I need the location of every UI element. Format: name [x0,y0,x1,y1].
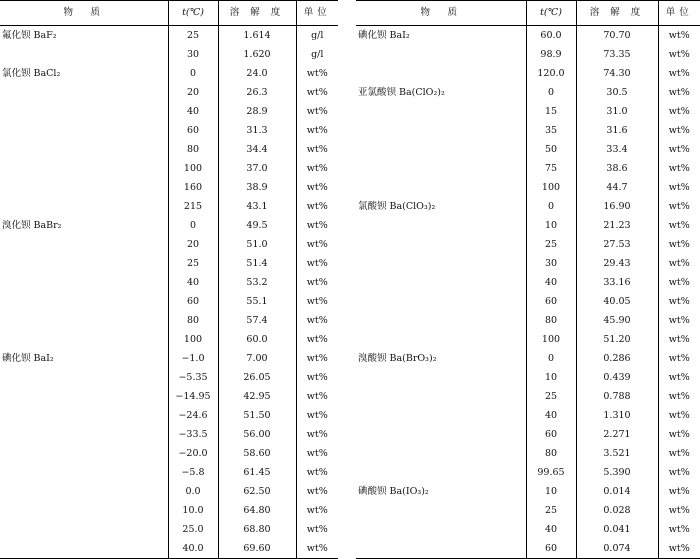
unit-cell: wt% [296,102,338,121]
substance-cell [0,292,168,311]
solubility-cell: 40.05 [576,292,658,311]
solubility-cell: 0.286 [576,349,658,368]
solubility-cell: 51.4 [218,254,296,273]
unit-cell: wt% [658,425,700,444]
substance-cell [0,425,168,444]
substance-cell [356,520,526,539]
temperature-cell: 120.0 [526,64,576,83]
solubility-cell: 31.3 [218,121,296,140]
unit-cell: wt% [658,368,700,387]
solubility-cell: 27.53 [576,235,658,254]
unit-cell: wt% [296,121,338,140]
substance-cell [356,121,526,140]
table-row [356,387,700,406]
unit-cell: wt% [296,463,338,482]
solubility-cell: 33.4 [576,140,658,159]
substance-cell [0,444,168,463]
solubility-cell: 24.0 [218,64,296,83]
solubility-cell: 53.2 [218,273,296,292]
temperature-cell: 25 [526,235,576,254]
table-row [356,501,700,520]
temperature-cell: 60 [168,121,218,140]
solubility-cell: 70.70 [576,26,658,46]
substance-cell [0,482,168,501]
substance-cell [0,83,168,102]
substance-cell [0,539,168,559]
unit-cell: wt% [296,501,338,520]
solubility-cell: 55.1 [218,292,296,311]
substance-cell [356,330,526,349]
substance-cell [356,64,526,83]
table-row [0,349,338,368]
table-row [0,216,338,235]
table-row [356,311,700,330]
unit-cell: wt% [658,140,700,159]
unit-cell: wt% [658,292,700,311]
solubility-cell: 29.43 [576,254,658,273]
substance-cell: 氯酸钡 Ba(ClO₃)₂ [358,201,436,212]
solubility-cell: 28.9 [218,102,296,121]
table-row [0,273,338,292]
unit-cell: wt% [296,64,338,83]
header-unit: 单位 [296,1,338,26]
temperature-cell: 20 [168,83,218,102]
table-row [0,539,338,559]
temperature-cell: 98.9 [526,45,576,64]
table-row [356,539,700,559]
substance-cell [356,387,526,406]
solubility-cell: 26.05 [218,368,296,387]
substance-cell [0,406,168,425]
solubility-cell: 34.4 [218,140,296,159]
substance-cell: 碘酸钡 Ba(IO₃)₂ [358,486,429,497]
solubility-cell: 16.90 [576,197,658,216]
unit-cell: wt% [658,273,700,292]
substance-cell [356,311,526,330]
unit-cell: wt% [658,539,700,559]
substance-cell: 溴酸钡 Ba(BrO₃)₂ [358,353,437,364]
temperature-cell: 100 [168,330,218,349]
temperature-cell: 0 [168,216,218,235]
table-row [0,425,338,444]
temperature-cell: −5.8 [168,463,218,482]
solubility-cell: 73.35 [576,45,658,64]
substance-cell [356,425,526,444]
solubility-cell: 37.0 [218,159,296,178]
table-row [356,197,700,216]
temperature-cell: 40 [526,406,576,425]
substance-cell [356,235,526,254]
temperature-cell: 40 [168,273,218,292]
unit-cell: wt% [296,368,338,387]
table-row [356,26,700,46]
table-row [356,102,700,121]
solubility-cell: 30.5 [576,83,658,102]
unit-cell: wt% [296,406,338,425]
unit-cell: wt% [658,444,700,463]
temperature-cell: 10 [526,216,576,235]
table-row [356,425,700,444]
solubility-cell: 33.16 [576,273,658,292]
temperature-cell: 25 [526,501,576,520]
table-row [0,102,338,121]
solubility-cell: 56.00 [218,425,296,444]
substance-cell: 亚氯酸钡 Ba(ClO₂)₂ [358,87,445,98]
solubility-cell: 38.9 [218,178,296,197]
unit-cell: wt% [658,349,700,368]
table-row [356,273,700,292]
temperature-cell: 60 [526,425,576,444]
table-row [0,520,338,539]
solubility-cell: 57.4 [218,311,296,330]
unit-cell: wt% [296,425,338,444]
solubility-cell: 45.90 [576,311,658,330]
temperature-cell: 80 [168,311,218,330]
header-solubility: 溶 解 度 [576,1,658,26]
temperature-cell: 40 [526,520,576,539]
substance-cell [0,140,168,159]
table-row [0,235,338,254]
table-row [0,45,338,64]
substance-cell [0,520,168,539]
substance-cell [356,463,526,482]
unit-cell: wt% [658,311,700,330]
table-row [0,292,338,311]
unit-cell: wt% [296,539,338,559]
table-row [356,463,700,482]
substance-cell [0,178,168,197]
substance-cell [0,45,168,64]
solubility-cell: 26.3 [218,83,296,102]
temperature-cell: 215 [168,197,218,216]
substance-cell [356,159,526,178]
temperature-cell: −14.95 [168,387,218,406]
temperature-cell: 20 [168,235,218,254]
substance-cell [0,387,168,406]
table-row [0,197,338,216]
temperature-cell: 0 [526,197,576,216]
substance-cell: 碘化钡 BaI₂ [2,353,54,364]
substance-cell [356,254,526,273]
solubility-cell: 42.95 [218,387,296,406]
table-row [356,235,700,254]
substance-cell [356,216,526,235]
unit-cell: wt% [658,482,700,501]
unit-cell: wt% [658,216,700,235]
temperature-cell: 80 [526,311,576,330]
table-row [356,254,700,273]
table-row [356,121,700,140]
unit-cell: wt% [296,159,338,178]
solubility-cell: 51.50 [218,406,296,425]
unit-cell: wt% [658,178,700,197]
solubility-cell: 21.23 [576,216,658,235]
temperature-cell: 75 [526,159,576,178]
solubility-cell: 0.788 [576,387,658,406]
substance-cell [0,368,168,387]
unit-cell: wt% [658,121,700,140]
substance-cell [0,197,168,216]
temperature-cell: 40 [168,102,218,121]
table-header-row [0,1,338,26]
temperature-cell: 40 [526,273,576,292]
substance-cell [0,311,168,330]
table-row [356,349,700,368]
unit-cell: wt% [296,349,338,368]
temperature-cell: 160 [168,178,218,197]
unit-cell: wt% [658,159,700,178]
unit-cell: wt% [296,273,338,292]
solubility-cell: 44.7 [576,178,658,197]
temperature-cell: 80 [526,444,576,463]
unit-cell: wt% [296,311,338,330]
temperature-cell: 100 [526,178,576,197]
unit-cell: wt% [658,83,700,102]
substance-cell [356,178,526,197]
unit-cell: wt% [296,444,338,463]
solubility-cell: 7.00 [218,349,296,368]
substance-cell [0,501,168,520]
solubility-cell: 0.028 [576,501,658,520]
unit-cell: wt% [296,178,338,197]
table-row [0,463,338,482]
header-substance: 物 质 [0,1,168,26]
unit-cell: wt% [658,520,700,539]
substance-cell [356,539,526,559]
temperature-cell: 100 [168,159,218,178]
unit-cell: wt% [658,330,700,349]
solubility-cell: 68.80 [218,520,296,539]
unit-cell: wt% [296,254,338,273]
substance-cell [356,140,526,159]
table-row [0,311,338,330]
table-row [356,406,700,425]
temperature-cell: 60 [526,292,576,311]
temperature-cell: 15 [526,102,576,121]
solubility-cell: 1.310 [576,406,658,425]
solubility-cell: 61.45 [218,463,296,482]
unit-cell: wt% [658,45,700,64]
unit-cell: wt% [296,197,338,216]
temperature-cell: 60 [168,292,218,311]
substance-cell: 碘化钡 BaI₂ [358,30,410,41]
solubility-table-left [0,0,338,559]
substance-cell: 氟化钡 BaF₂ [2,30,57,41]
table-row [356,292,700,311]
substance-cell [0,273,168,292]
header-substance: 物 质 [356,1,526,26]
solubility-cell: 62.50 [218,482,296,501]
unit-cell: wt% [296,520,338,539]
substance-cell [0,330,168,349]
unit-cell: wt% [658,197,700,216]
solubility-table-right [356,0,700,559]
temperature-cell: −1.0 [168,349,218,368]
unit-cell: wt% [296,482,338,501]
temperature-cell: 0 [168,64,218,83]
temperature-cell: 0 [526,349,576,368]
temperature-cell: 25.0 [168,520,218,539]
table-row [0,501,338,520]
unit-cell: wt% [658,64,700,83]
solubility-cell: 64.80 [218,501,296,520]
table-row [356,444,700,463]
solubility-cell: 58.60 [218,444,296,463]
table-row [356,159,700,178]
temperature-cell: 10 [526,368,576,387]
unit-cell: wt% [658,463,700,482]
temperature-cell: 60.0 [526,26,576,46]
unit-cell: wt% [296,235,338,254]
table-row [0,121,338,140]
temperature-cell: 25 [168,26,218,46]
table-row [356,330,700,349]
solubility-cell: 31.6 [576,121,658,140]
solubility-cell: 0.439 [576,368,658,387]
solubility-cell: 2.271 [576,425,658,444]
solubility-cell: 1.614 [218,26,296,46]
temperature-cell: −24.6 [168,406,218,425]
solubility-cell: 0.074 [576,539,658,559]
table-header-row [356,1,700,26]
substance-cell [0,254,168,273]
table-row [356,216,700,235]
table-row [0,444,338,463]
substance-cell [0,121,168,140]
solubility-cell: 74.30 [576,64,658,83]
substance-cell [356,273,526,292]
unit-cell: wt% [296,292,338,311]
unit-cell: wt% [658,254,700,273]
substance-cell [356,501,526,520]
unit-cell: g/l [296,45,338,64]
solubility-cell: 69.60 [218,539,296,559]
substance-cell: 氯化钡 BaCl₂ [2,68,61,79]
header-solubility: 溶 解 度 [218,1,296,26]
unit-cell: wt% [296,83,338,102]
table-row [0,254,338,273]
table-row [0,406,338,425]
unit-cell: wt% [296,330,338,349]
unit-cell: wt% [658,26,700,46]
temperature-cell: 10.0 [168,501,218,520]
solubility-cell: 51.20 [576,330,658,349]
solubility-cell: 1.620 [218,45,296,64]
unit-cell: wt% [658,102,700,121]
table-row [0,83,338,102]
substance-cell [356,406,526,425]
table-row [0,64,338,83]
temperature-cell: 35 [526,121,576,140]
temperature-cell: 25 [526,387,576,406]
table-row [0,482,338,501]
table-row [356,520,700,539]
temperature-cell: −33.5 [168,425,218,444]
temperature-cell: 40.0 [168,539,218,559]
temperature-cell: 50 [526,140,576,159]
temperature-cell: 0.0 [168,482,218,501]
table-row [356,45,700,64]
substance-cell [0,159,168,178]
solubility-cell: 31.0 [576,102,658,121]
table-row [0,178,338,197]
solubility-cell: 43.1 [218,197,296,216]
temperature-cell: −20.0 [168,444,218,463]
solubility-cell: 0.041 [576,520,658,539]
temperature-cell: 100 [526,330,576,349]
header-temperature: t(℃) [526,1,576,26]
temperature-cell: 99.65 [526,463,576,482]
substance-cell [0,102,168,121]
solubility-cell: 51.0 [218,235,296,254]
unit-cell: wt% [296,387,338,406]
table-row [356,140,700,159]
solubility-cell: 3.521 [576,444,658,463]
header-unit: 单位 [658,1,700,26]
unit-cell: wt% [296,140,338,159]
substance-cell [0,463,168,482]
temperature-cell: −5.35 [168,368,218,387]
table-row [356,64,700,83]
temperature-cell: 30 [168,45,218,64]
unit-cell: wt% [658,501,700,520]
substance-cell [356,444,526,463]
temperature-cell: 60 [526,539,576,559]
temperature-cell: 30 [526,254,576,273]
temperature-cell: 80 [168,140,218,159]
table-row [0,140,338,159]
substance-cell [356,292,526,311]
solubility-cell: 38.6 [576,159,658,178]
table-row [0,159,338,178]
substance-cell [0,235,168,254]
substance-cell [356,368,526,387]
solubility-cell: 0.014 [576,482,658,501]
substance-cell [356,45,526,64]
table-row [0,387,338,406]
solubility-cell: 49.5 [218,216,296,235]
table-row [0,330,338,349]
table-row [0,368,338,387]
unit-cell: wt% [658,406,700,425]
table-row [356,83,700,102]
temperature-cell: 0 [526,83,576,102]
unit-cell: g/l [296,26,338,46]
table-row [356,368,700,387]
table-row [356,482,700,501]
temperature-cell: 10 [526,482,576,501]
solubility-cell: 60.0 [218,330,296,349]
substance-cell: 溴化钡 BaBr₂ [2,220,62,231]
solubility-cell: 5.390 [576,463,658,482]
unit-cell: wt% [658,235,700,254]
unit-cell: wt% [296,216,338,235]
temperature-cell: 25 [168,254,218,273]
substance-cell [356,102,526,121]
header-temperature: t(℃) [168,1,218,26]
table-row [0,26,338,46]
unit-cell: wt% [658,387,700,406]
table-row [356,178,700,197]
